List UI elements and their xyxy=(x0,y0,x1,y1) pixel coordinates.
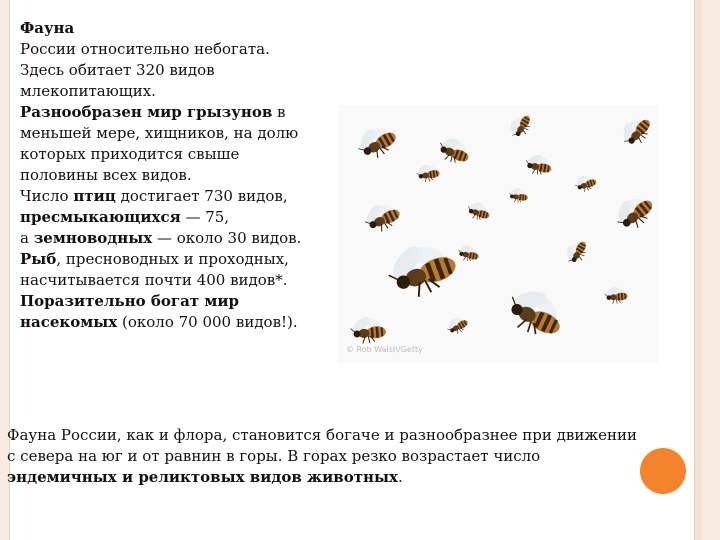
emphasis: птиц xyxy=(73,187,116,205)
emphasis: Рыб xyxy=(20,250,57,268)
bee-icon xyxy=(349,313,386,345)
text-line xyxy=(20,102,330,123)
fauna-text-block xyxy=(20,18,330,333)
text-line xyxy=(20,249,330,270)
bee-icon xyxy=(380,230,461,304)
summary-text xyxy=(7,425,697,488)
bee-icon xyxy=(351,117,400,164)
bee-icon xyxy=(615,110,655,151)
bee-icon xyxy=(508,186,529,203)
text-line xyxy=(7,467,697,488)
bee-icon xyxy=(435,132,474,167)
text-line: половины всех видов. xyxy=(20,166,192,184)
text-fragment: , пресноводных и проходных, xyxy=(56,250,289,268)
text-fragment: — 75, xyxy=(180,208,230,226)
text-line xyxy=(20,312,330,333)
bee-icon xyxy=(502,278,572,344)
text-fragment: (около 70 000 видов!). xyxy=(117,313,298,331)
text-line: России относительно небогата. xyxy=(20,40,270,58)
bee-icon xyxy=(561,235,591,266)
text-line: млекопитающих. xyxy=(20,82,156,100)
text-line: которых приходится свыше xyxy=(20,145,240,163)
bees-photo xyxy=(338,105,658,363)
emphasis: земноводных xyxy=(33,229,153,247)
bee-icon xyxy=(604,284,628,305)
bee-icon xyxy=(457,242,481,263)
bee-icon xyxy=(573,171,599,194)
orange-circle-decoration xyxy=(640,448,686,494)
text-line: с севера на юг и от равнин в горы. В горах резко возрастает число xyxy=(7,447,541,465)
text-fragment: а xyxy=(20,229,34,247)
emphasis: Разнообразен мир грызунов xyxy=(20,103,273,121)
emphasis: пресмыкающихся xyxy=(20,208,181,226)
image-watermark: © Rob Walsh/Getty xyxy=(346,345,423,354)
text-fragment: Число xyxy=(20,187,74,205)
bee-icon xyxy=(443,312,470,337)
emphasis: эндемичных и реликтовых видов животных xyxy=(7,468,398,486)
bee-icon xyxy=(524,151,554,177)
bee-icon xyxy=(360,195,404,236)
text-line: меньшей мере, хищников, на долю xyxy=(20,124,299,142)
bee-icon xyxy=(505,109,535,140)
bee-icon xyxy=(608,186,658,235)
text-line xyxy=(20,207,330,228)
text-line: насчитывается почти 400 видов*. xyxy=(20,271,288,289)
bee-icon xyxy=(466,198,493,222)
text-line: Поразительно богат мир xyxy=(20,292,239,310)
text-fragment: . xyxy=(397,468,403,486)
text-fragment: достигает 730 видов, xyxy=(115,187,288,205)
bee-icon xyxy=(415,161,441,183)
bees-illustration xyxy=(338,105,658,363)
text-fragment: в xyxy=(272,103,286,121)
text-fragment: — около 30 видов. xyxy=(152,229,302,247)
text-line xyxy=(20,228,330,249)
text-line xyxy=(20,186,330,207)
emphasis: насекомых xyxy=(20,313,118,331)
text-line: Фауна России, как и флора, становится богаче и разнообразнее при движении xyxy=(7,426,637,444)
text-line: Фауна xyxy=(20,19,75,37)
text-line: Здесь обитает 320 видов xyxy=(20,61,215,79)
